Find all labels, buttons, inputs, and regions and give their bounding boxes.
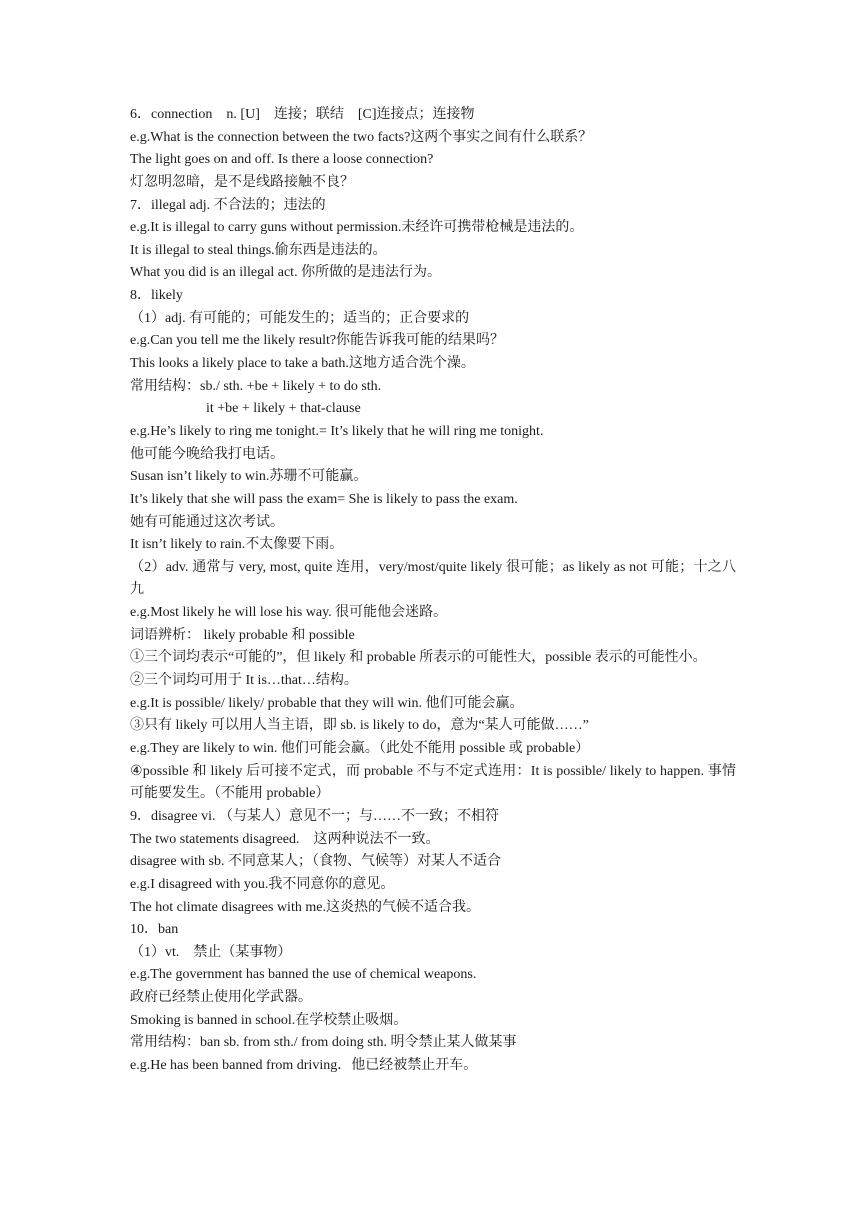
example-line: It is illegal to steal things.偷东西是违法的。	[130, 242, 387, 258]
structure-line: it +be + likely + that-clause	[206, 401, 361, 417]
example-line: e.g.Can you tell me the likely result?你能告诉我可能的结果吗？	[130, 333, 505, 349]
example-line: e.g.It is illegal to carry guns without permission.未经许可携带枪械是违法的。	[130, 220, 584, 236]
translation-line: 灯忽明忽暗，是不是线路接触不良？	[130, 174, 354, 190]
sense-heading: （2）adv. 通常与 very, most, quite 连用，very/most/quite likely 很可能；as likely as not 可能；十之八九	[130, 559, 736, 598]
entry-heading: 7．illegal adj. 不合法的；违法的	[130, 197, 326, 213]
comparison-point: ④possible 和 likely 后可接不定式，而 probable 不与不定式连用：It is possible/ likely to happen. 事情可能要发生。（不能用 probable）	[130, 763, 736, 802]
example-line: e.g.He’s likely to ring me tonight.= It’s likely that he will ring me tonight.	[130, 423, 544, 439]
translation-line: 她有可能通过这次考试。	[130, 514, 284, 530]
example-line: Smoking is banned in school.在学校禁止吸烟。	[130, 1012, 408, 1028]
example-line: It isn’t likely to rain.不太像要下雨。	[130, 537, 344, 553]
document-page	[130, 104, 736, 1078]
example-line: e.g.Most likely he will lose his way. 很可能他会迷路。	[130, 605, 448, 621]
example-line: The two statements disagreed. 这两种说法不一致。	[130, 831, 440, 847]
example-line: e.g.It is possible/ likely/ probable that they will win. 他们可能会赢。	[130, 695, 524, 711]
example-line: e.g.They are likely to win. 他们可能会赢。（此处不能用 possible 或 probable）	[130, 740, 590, 756]
example-line: This looks a likely place to take a bath.这地方适合洗个澡。	[130, 356, 475, 372]
translation-line: 他可能今晚给我打电话。	[130, 446, 284, 462]
example-line: e.g.The government has banned the use of chemical weapons.	[130, 967, 477, 983]
example-line: The hot climate disagrees with me.这炎热的气候不适合我。	[130, 899, 480, 915]
sense-heading: （1）vt. 禁止（某事物）	[130, 944, 292, 960]
entry-heading: 6．connection n. [U] 连接；联结 [C]连接点；连接物	[130, 107, 475, 122]
comparison-point: ③只有 likely 可以用人当主语，即 sb. is likely to do，意为“某人可能做……”	[130, 718, 589, 734]
comparison-point: ②三个词均可用于 It is…that…结构。	[130, 673, 358, 689]
structure-line: 常用结构：ban sb. from sth./ from doing sth. 明令禁止某人做某事	[130, 1035, 517, 1051]
entry-heading: 8．likely	[130, 288, 183, 304]
structure-line: 常用结构：sb./ sth. +be + likely + to do sth.	[130, 378, 382, 394]
example-line: Susan isn’t likely to win.苏珊不可能赢。	[130, 469, 368, 485]
example-line: What you did is an illegal act. 你所做的是违法行为。	[130, 265, 442, 281]
example-line: e.g.What is the connection between the two facts?这两个事实之间有什么联系？	[130, 129, 593, 145]
structure-line: disagree with sb. 不同意某人；（食物、气候等）对某人不适合	[130, 854, 501, 870]
sense-heading: （1）adj. 有可能的；可能发生的；适当的；正合要求的	[130, 310, 470, 326]
example-line: The light goes on and off. Is there a loose connection?	[130, 152, 434, 168]
example-line: e.g.He has been banned from driving．他已经被禁止开车。	[130, 1057, 478, 1073]
entry-heading: 9．disagree vi. （与某人）意见不一；与……不一致；不相符	[130, 808, 500, 824]
example-line: e.g.I disagreed with you.我不同意你的意见。	[130, 876, 395, 892]
example-line: It’s likely that she will pass the exam= She is likely to pass the exam.	[130, 491, 518, 507]
comparison-heading: 词语辨析： likely probable 和 possible	[130, 627, 355, 643]
entry-heading: 10．ban	[130, 922, 179, 938]
comparison-point: ①三个词均表示“可能的”，但 likely 和 probable 所表示的可能性大，possible 表示的可能性小。	[130, 650, 707, 666]
translation-line: 政府已经禁止使用化学武器。	[130, 990, 312, 1006]
